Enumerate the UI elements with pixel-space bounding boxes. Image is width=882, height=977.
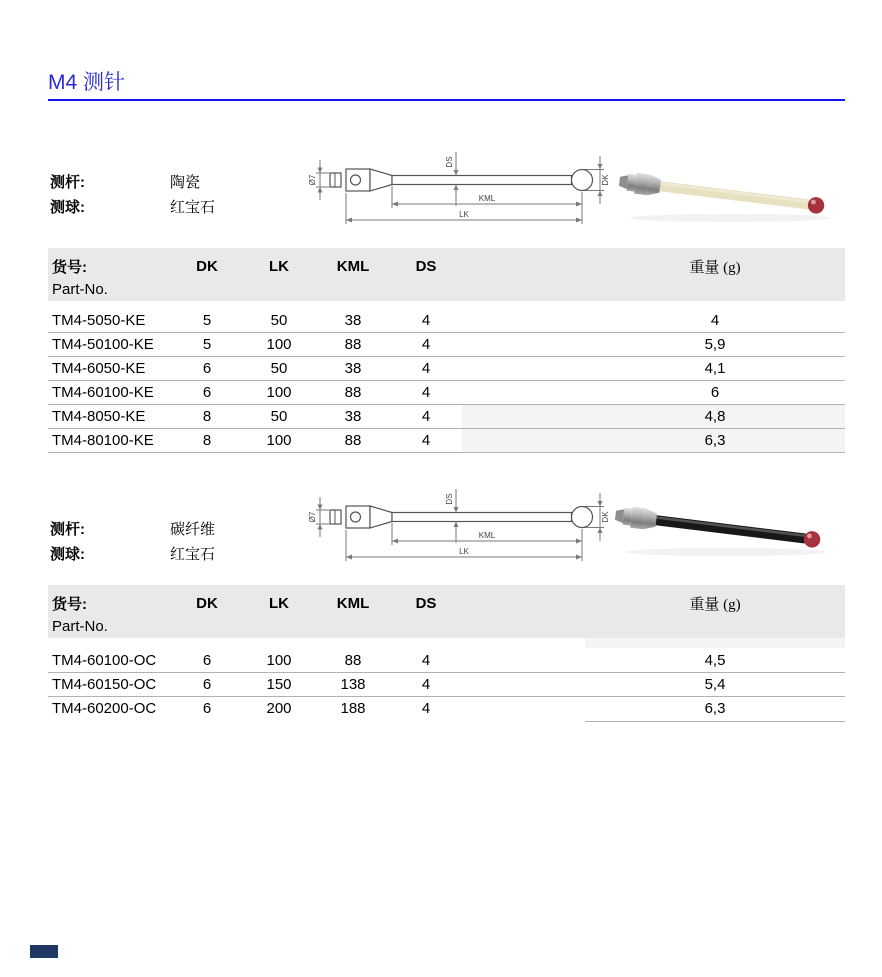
cell-dk: 6 [202, 384, 212, 401]
table1-header [48, 248, 845, 301]
photo-shadow [630, 214, 830, 222]
table-row [48, 673, 845, 697]
cell-dk: 5 [202, 312, 212, 329]
spec-row [50, 170, 350, 195]
cell-kml: 88 [344, 432, 362, 449]
cell-weight: 4,1 [704, 360, 726, 377]
cell-ds: 4 [421, 652, 431, 669]
cell-weight: 6,3 [585, 429, 845, 452]
spec-value: 红宝石 [170, 199, 216, 216]
stylus-dimension-drawing [308, 142, 610, 230]
col-header-weight: 重量 (g) [689, 259, 741, 276]
table-row [48, 381, 845, 405]
stylus-dimension-drawing [308, 479, 610, 567]
cell-part-no: TM4-5050-KE [52, 312, 146, 329]
dim-label-dia7: Ø7 [308, 511, 317, 523]
cell-dk: 6 [202, 676, 212, 693]
dim-label-ds: DS [445, 156, 454, 168]
cell-ds: 4 [421, 312, 431, 329]
spec-row [50, 517, 350, 542]
cell-part-no: TM4-60150-OC [52, 676, 157, 693]
cell-lk: 50 [270, 360, 288, 377]
table-row [48, 649, 845, 673]
stylus-thread-tip [619, 174, 629, 189]
cell-kml: 188 [340, 700, 366, 717]
cell-part-no: TM4-8050-KE [52, 408, 146, 425]
table-row [48, 357, 845, 381]
col-header-kml: KML [336, 257, 370, 275]
cell-kml: 38 [344, 360, 362, 377]
cell-weight: 6 [710, 384, 720, 401]
cell-kml: 38 [344, 408, 362, 425]
table-row [48, 429, 845, 453]
col-header-ds: DS [415, 257, 437, 275]
col-header-part-en: Part-No. [52, 618, 108, 635]
spec-row [50, 195, 350, 220]
cell-dk: 5 [202, 336, 212, 353]
col-header-part-en: Part-No. [52, 281, 108, 298]
cell-lk: 200 [266, 700, 292, 717]
dim-label-dk: DK [601, 511, 610, 523]
spec-value: 陶瓷 [170, 174, 201, 191]
cell-lk: 100 [266, 384, 292, 401]
cell-part-no: TM4-60200-OC [52, 700, 157, 717]
cell-dk: 6 [202, 652, 212, 669]
table-row [48, 333, 845, 357]
stylus-base [630, 507, 645, 529]
cell-weight: 4 [710, 312, 720, 329]
col-header-kml: KML [336, 594, 370, 612]
cell-part-no: TM4-6050-KE [52, 360, 146, 377]
cell-weight: 4,8 [585, 405, 845, 428]
dim-label-ds: DS [445, 493, 454, 505]
ruby-ball [803, 530, 821, 548]
table2-bottom-partial-rule [585, 721, 845, 722]
page-title: M4 测针 [48, 71, 126, 94]
cell-kml: 88 [344, 652, 362, 669]
table2-header [48, 585, 845, 638]
cell-ds: 4 [421, 676, 431, 693]
cell-ds: 4 [421, 384, 431, 401]
dim-label-dk: DK [601, 174, 610, 186]
cell-ds: 4 [421, 408, 431, 425]
spec-row [50, 542, 350, 567]
dim-label-kml: KML [478, 531, 496, 540]
spec-label: 测球: [50, 199, 85, 216]
cell-kml: 38 [344, 312, 362, 329]
stylus-cone [643, 508, 657, 530]
spec-value: 碳纤维 [170, 521, 216, 538]
cell-kml: 88 [344, 336, 362, 353]
cell-dk: 8 [202, 432, 212, 449]
cell-part-no: TM4-60100-OC [52, 652, 157, 669]
section2-specs [50, 517, 350, 567]
title-underline [48, 99, 845, 101]
col-header-weight: 重量 (g) [689, 596, 741, 613]
weight-column-shade [585, 638, 845, 648]
table2-rows [48, 649, 845, 720]
cell-ds: 4 [421, 336, 431, 353]
spec-label: 测球: [50, 546, 85, 563]
col-header-ds: DS [415, 594, 437, 612]
col-header-part-zh: 货号: [52, 595, 87, 613]
dim-label-kml: KML [478, 194, 496, 203]
photo-shadow [626, 548, 826, 556]
cell-part-no: TM4-60100-KE [52, 384, 154, 401]
stylus-photo-ceramic [618, 156, 836, 228]
cell-part-no: TM4-80100-KE [52, 432, 154, 449]
col-header-dk: DK [196, 257, 218, 275]
cell-kml: 88 [344, 384, 362, 401]
ruby-ball [807, 196, 825, 214]
cell-lk: 50 [270, 408, 288, 425]
cell-lk: 100 [266, 336, 292, 353]
cell-dk: 6 [202, 360, 212, 377]
cell-ds: 4 [421, 700, 431, 717]
cell-weight: 5,9 [704, 336, 726, 353]
col-header-part-zh: 货号: [52, 258, 87, 276]
cell-lk: 50 [270, 312, 288, 329]
dim-label-dia7: Ø7 [308, 174, 317, 186]
cell-lk: 100 [266, 432, 292, 449]
spec-value: 红宝石 [170, 546, 216, 563]
table-row [48, 697, 845, 720]
dim-label-lk: LK [459, 210, 469, 219]
table1-rows [48, 309, 845, 453]
section1-specs [50, 170, 350, 220]
cell-weight: 4,5 [704, 652, 726, 669]
cell-lk: 100 [266, 652, 292, 669]
stylus-photo-carbon [614, 490, 832, 562]
cell-weight: 5,4 [704, 676, 726, 693]
cell-part-no: TM4-50100-KE [52, 336, 154, 353]
spec-label: 测杆: [50, 521, 85, 538]
col-header-lk: LK [269, 257, 289, 275]
stylus-cone [647, 174, 661, 196]
spec-label: 测杆: [50, 174, 85, 191]
table-row [48, 405, 845, 429]
cell-ds: 4 [421, 432, 431, 449]
dim-label-lk: LK [459, 547, 469, 556]
cell-kml: 138 [340, 676, 366, 693]
cell-dk: 6 [202, 700, 212, 717]
stylus-thread-tip [615, 508, 625, 523]
footer-accent-bar [30, 945, 58, 958]
stylus-base [634, 173, 649, 195]
cell-lk: 150 [266, 676, 292, 693]
col-header-dk: DK [196, 594, 218, 612]
table-row [48, 309, 845, 333]
cell-dk: 8 [202, 408, 212, 425]
cell-ds: 4 [421, 360, 431, 377]
cell-weight: 6,3 [704, 700, 726, 717]
col-header-lk: LK [269, 594, 289, 612]
